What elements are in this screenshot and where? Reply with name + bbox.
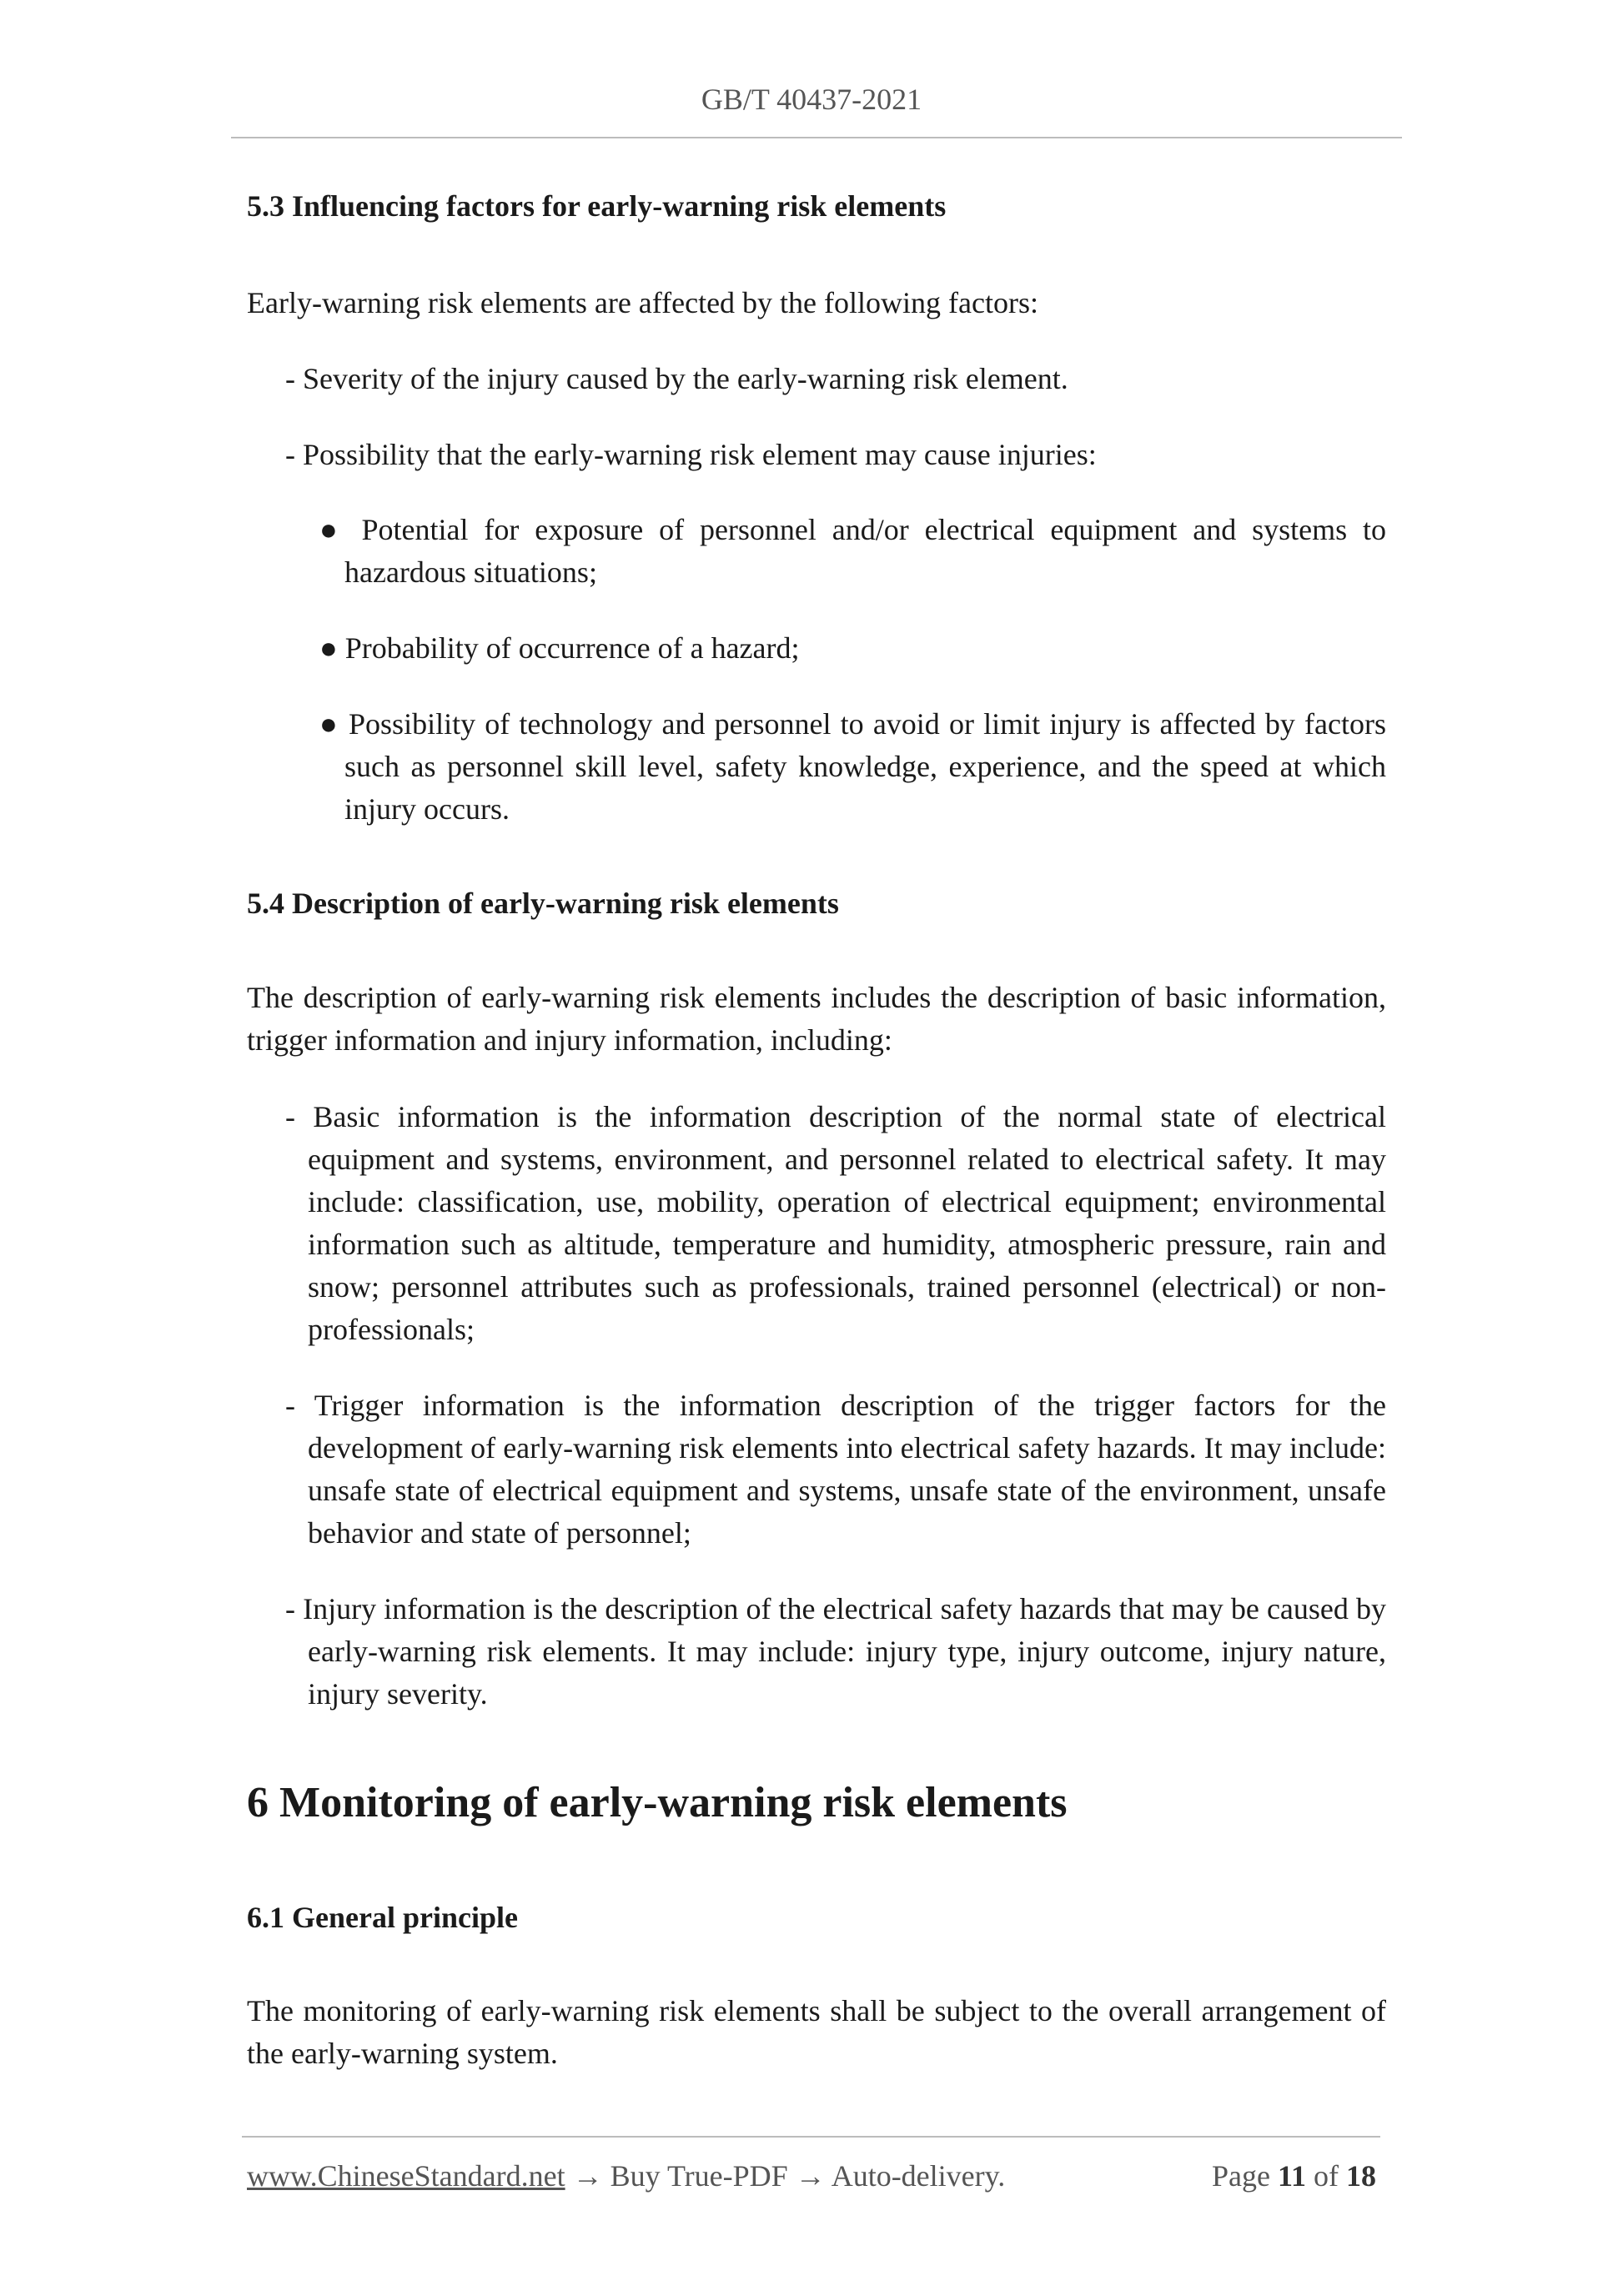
- spacer: [247, 1830, 1386, 1897]
- bullet-item: ● Probability of occurrence of a hazard;: [319, 631, 800, 665]
- spacer: [247, 400, 1386, 434]
- spacer: [247, 227, 1386, 282]
- page-total: 18: [1346, 2159, 1376, 2193]
- paragraph-6-1: The monitoring of early-warning risk elements shall be subject to the overall arrangement of the early-warning system.: [247, 1994, 1386, 2070]
- heading-6-1: 6.1 General principle: [247, 1901, 518, 1934]
- page-number: 11: [1277, 2159, 1306, 2193]
- paragraph-5-3-intro: Early-warning risk elements are affected by the following factors:: [247, 286, 1038, 319]
- spacer: [247, 476, 1386, 509]
- list-item: - Severity of the injury caused by the early-warning risk element.: [285, 362, 1068, 395]
- spacer: [247, 1938, 1386, 1990]
- heading-5-4: 5.4 Description of early-warning risk elements: [247, 887, 839, 920]
- spacer: [247, 924, 1386, 977]
- list-item: - Injury information is the description of the electrical safety hazards that may be caused by early-warning risk elements. It may include: injury type, injury outcome, injury nature, injury severity.: [285, 1592, 1386, 1711]
- page-label: Page: [1212, 2159, 1270, 2193]
- spacer: [247, 1716, 1386, 1776]
- bullet-item: ● Potential for exposure of personnel and/or electrical equipment and systems to hazardous situations;: [319, 513, 1386, 589]
- spacer: [247, 594, 1386, 627]
- spacer: [247, 1555, 1386, 1588]
- running-header: GB/T 40437-2021: [701, 83, 922, 116]
- header-divider: [231, 137, 1402, 138]
- footer-promo: [247, 2158, 1005, 2194]
- spacer: [247, 324, 1386, 358]
- list-item: - Trigger information is the information description of the trigger factors for the development of early-warning risk elements into electrical safety hazards. It may include: unsafe state of electrical equipment and systems, unsafe state of the environment, unsafe behavior and state of personnel;: [285, 1389, 1386, 1550]
- paragraph-5-4-intro: The description of early-warning risk elements includes the description of basic information, trigger information and injury information, including:: [247, 981, 1386, 1057]
- list-item: - Basic information is the information description of the normal state of electrical equipment and systems, environment, and personnel related to electrical safety. It may include: classification, use, mobility, operation of electrical equipment; environmental information such as altitude, temperature and humidity, atmospheric pressure, rain and snow; personnel attributes such as professionals, trained personnel (electrical) or non-professionals;: [285, 1100, 1386, 1346]
- spacer: [247, 670, 1386, 703]
- spacer: [247, 1062, 1386, 1096]
- spacer: [247, 1351, 1386, 1384]
- page-indicator: [1212, 2158, 1376, 2194]
- of-label: of: [1314, 2159, 1339, 2193]
- footer-divider: [242, 2136, 1380, 2138]
- footer-nav-text: → Buy True-PDF → Auto-delivery.: [565, 2159, 1006, 2193]
- list-item: - Possibility that the early-warning risk element may cause injuries:: [285, 438, 1097, 471]
- website-link[interactable]: www.ChineseStandard.net: [247, 2159, 565, 2193]
- page-content: [247, 185, 1386, 2075]
- heading-5-3: 5.3 Influencing factors for early-warning risk elements: [247, 189, 947, 223]
- spacer: [247, 831, 1386, 882]
- bullet-item: ● Possibility of technology and personnel to avoid or limit injury is affected by factors such as personnel skill level, safety knowledge, experience, and the speed at which injury occurs.: [319, 707, 1386, 826]
- heading-6: 6 Monitoring of early-warning risk elements: [247, 1779, 1068, 1826]
